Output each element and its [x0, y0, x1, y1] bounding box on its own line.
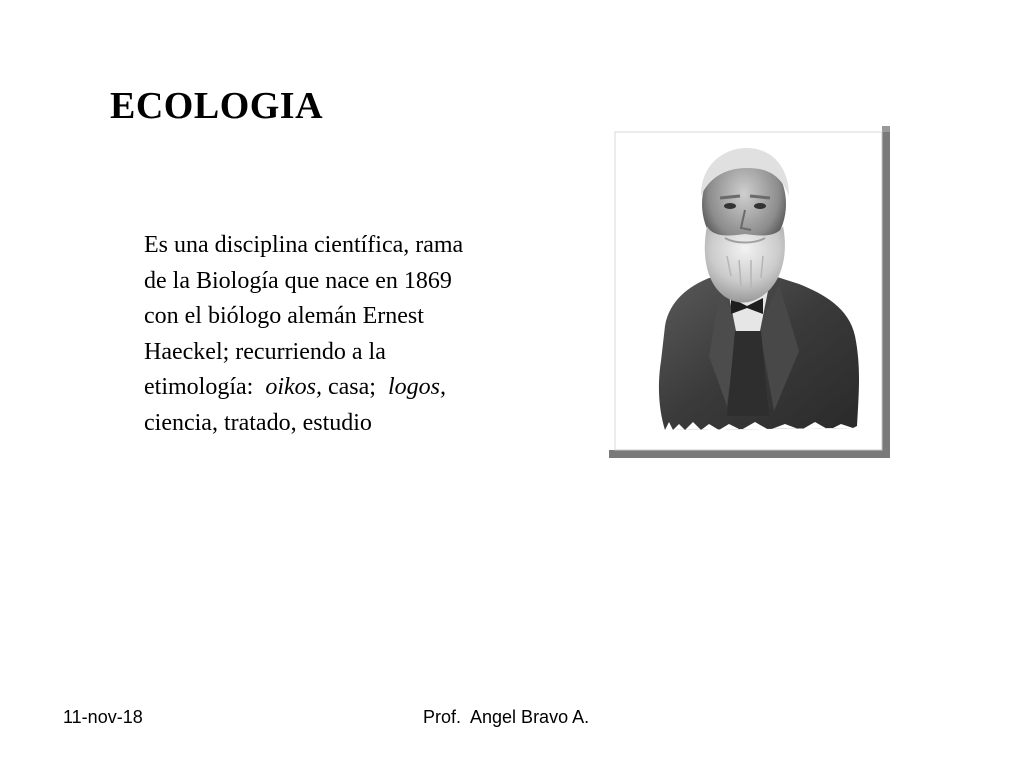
footer-date: 11-nov-18 [63, 707, 143, 727]
slide-title: ECOLOGIA [110, 85, 324, 127]
body-line-etymology [144, 370, 544, 406]
footer-author: Prof. Angel Bravo A. [423, 707, 590, 727]
term-oikos: oikos, [265, 374, 322, 400]
haeckel-portrait-image [609, 126, 890, 458]
term-logos: logos, [387, 374, 446, 400]
body-line: Es una disciplina científica, rama [144, 232, 464, 258]
body-line: ciencia, tratado, estudio [144, 409, 372, 436]
etymology-prefix: etimología: [144, 374, 266, 400]
body-line: de la Biología que nace en 1869 [144, 267, 452, 294]
etymology-mid: casa; [321, 374, 388, 400]
body-line: con el biólogo alemán Ernest [144, 303, 424, 329]
body-paragraph [144, 228, 544, 441]
body-line: Haeckel; recurriendo a la [144, 338, 386, 365]
